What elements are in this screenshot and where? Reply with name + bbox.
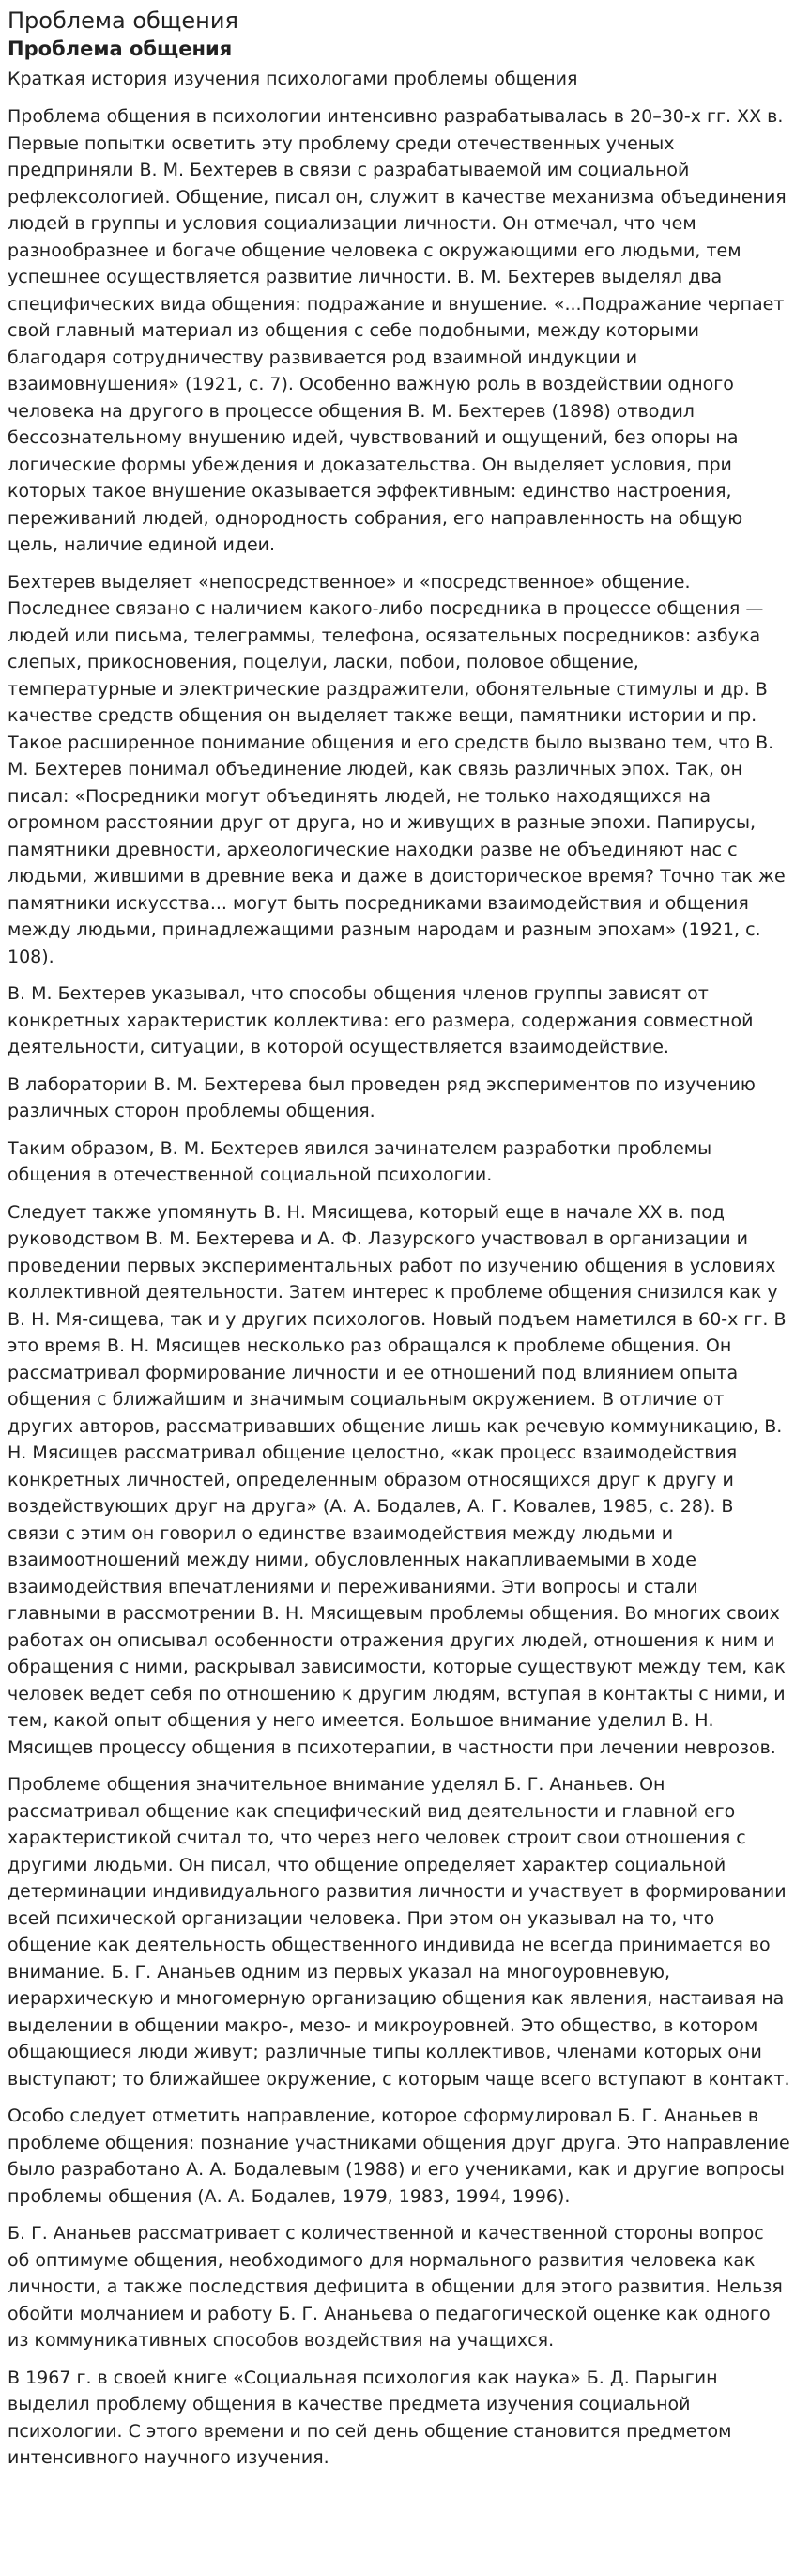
paragraph: Проблеме общения значительное внимание уделял Б. Г. Ананьев. Он рассматривал общение как специфический вид деятельности и главной его характеристикой считал то, что через него человек строит свои отношения с другими людьми. Он писал, что общение определяет характер социальной детерминации индивидуального развития личности и участвует в формировании всей психической организации человека. При этом он указывал на то, что общение как деятельность общественного индивида не всегда принимается во внимание. Б. Г. Ананьев одним из первых указал на многоуровневую, иерархическую и многомерную организацию общения как явления, настаивая на выделении в общении макро-, мезо- и микроуровней. Это общество, в котором общающиеся люди живут; различные типы коллективов, членами которых они выступают; то ближайшее окружение, с которым чаще всего вступают в контакт. (8, 1774, 790, 2090)
article-heading: Проблема общения (8, 38, 233, 60)
paragraph: Особо следует отметить направление, которое сформулировал Б. Г. Ананьев в проблеме общения: познание участниками общения друг друга. Это направление было разработано А. А. Бодалевым (1988) и его учениками, как и другие вопросы проблемы общения (А. А. Бодалев, 1979, 1983, 1994, 1996). (8, 2106, 790, 2207)
paragraph: Проблема общения в психологии интенсивно разрабатывалась в 20–30-х гг. XX в. Первые попытки осветить эту проблему среди отечественных ученых предприняли В. М. Бехтерев в связи с разрабатываемой им социальной рефлексологией. Общение, писал он, служит в качестве механизма объединения людей в группы и условия социализации личности. Он отмечал, что чем разнообразнее и богаче общение человека с окружающими его людьми, тем успешнее осуществляется развитие личности. В. М. Бехтерев выделял два специфических вида общения: подражание и внушение. «...Подражание черпает свой главный материал из общения с себе подобными, между которыми благодаря сотрудничеству развивается род взаимной индукции и взаимовнушения» (1921, с. 7). Особенно важную роль в воздействии одного человека на другого в процессе общения В. М. Бехтерев (1898) отводил бессознательному внушению идей, чувствований и ощущений, без опоры на логические формы убеждения и доказательства. Он выделяет условия, при которых такое внушение оказывается эффективным: единство настроения, переживаний людей, однородность собрания, его направленность на общую цель, наличие единой идеи. (8, 106, 787, 555)
article-subtitle: Краткая история изучения психологами проблемы общения (8, 69, 578, 89)
paragraph: В 1967 г. в своей книге «Социальная психология как наука» Б. Д. Парыгин выделил проблему общения в качестве предмета изучения социальной психологии. С этого времени и по сей день общение становится предметом интенсивного научного изучения. (8, 2367, 732, 2468)
paragraph: Следует также упомянуть В. Н. Мясищева, который еще в начале XX в. под руководством В. М. Бехтерева и А. Ф. Лазурского участвовал в организации и проведении первых экспериментальных работ по изучению общения в условиях коллективной деятельности. Затем интерес к проблеме общения снизился как у В. Н. Мя-сищева, так и у других психологов. Новый подъем наметился в 60-х гг. В это время В. Н. Мясищев несколько раз обращался к проблеме общения. Он рассматривал формирование личности и ее отношений под влиянием опыта общения с ближайшим и значимым социальным окружением. В отличие от других авторов, рассматривавших общение лишь как речевую коммуникацию, В. Н. Мясищев рассматривал общение целостно, «как процесс взаимодействия конкретных личностей, определенным образом относящихся друг к другу и воздействующих друг на друга» (А. А. Бодалев, А. Г. Ковалев, 1985, с. 28). В связи с этим он говорил о единстве взаимодействия между людьми и взаимоотношений между ними, обусловленных накапливаемыми в ходе взаимодействия впечатлениями и переживаниями. Эти вопросы и стали главными в рассмотрении В. Н. Мясищевым проблемы общения. Во многих своих работах он описывал особенности отражения других людей, отношения к ним и обращения с ними, раскрывал зависимости, которые существуют между тем, как человек ведет себя по отношению к другим людям, вступая в контакты с ними, и тем, какой опыт общения у него имеется. Большое внимание уделил В. Н. Мясищев процессу общения в психотерапии, в частности при лечении неврозов. (8, 1201, 787, 1758)
paragraph: Таким образом, В. М. Бехтерев явился зачинателем разработки проблемы общения в отечественной социальной психологии. (8, 1137, 712, 1185)
page-title: Проблема общения (8, 8, 238, 34)
paragraph: В лаборатории В. М. Бехтерева был проведен ряд экспериментов по изучению различных сторон проблемы общения. (8, 1073, 756, 1121)
paragraph: В. М. Бехтерев указывал, что способы общения членов группы зависят от конкретных характеристик коллектива: его размера, содержания совместной деятельности, ситуации, в которой осуществляется взаимодействие. (8, 983, 754, 1057)
paragraph: Бехтерев выделяет «непосредственное» и «посредственное» общение. Последнее связано с наличием какого-либо посредника в процессе общения — людей или письма, телеграммы, телефона, осязательных посредников: азбука слепых, прикосновения, поцелуи, ласки, побои, половое общение, температурные и электрические раздражители, обонятельные стимулы и др. В качестве средств общения он выделяет также вещи, памятники истории и пр. Такое расширенное понимание общения и его средств было вызвано тем, что В. М. Бехтерев понимал объединение людей, как связь различных эпох. Так, он писал: «Посредники могут объединять людей, не только находящихся на огромном расстоянии друг от друга, но и живущих в разные эпохи. Папирусы, памятники древности, археологические находки разве не объединяют нас с людьми, жившими в древние века и даже в доисторическое время? Точно так же памятники искусства... могут быть посредниками взаимодействия и общения между людьми, принадлежащими разным народам и разным эпохам» (1921, с. 108). (8, 571, 786, 967)
paragraph: Б. Г. Ананьев рассматривает с количественной и качественной стороны вопрос об оптимуме общения, необходимого для нормального развития человека как личности, а также последствия дефицита в общении для этого развития. Нельзя обойти молчанием и работу Б. Г. Ананьева о педагогической оценке как одного из коммуникативных способов воздействия на учащихся. (8, 2223, 783, 2351)
